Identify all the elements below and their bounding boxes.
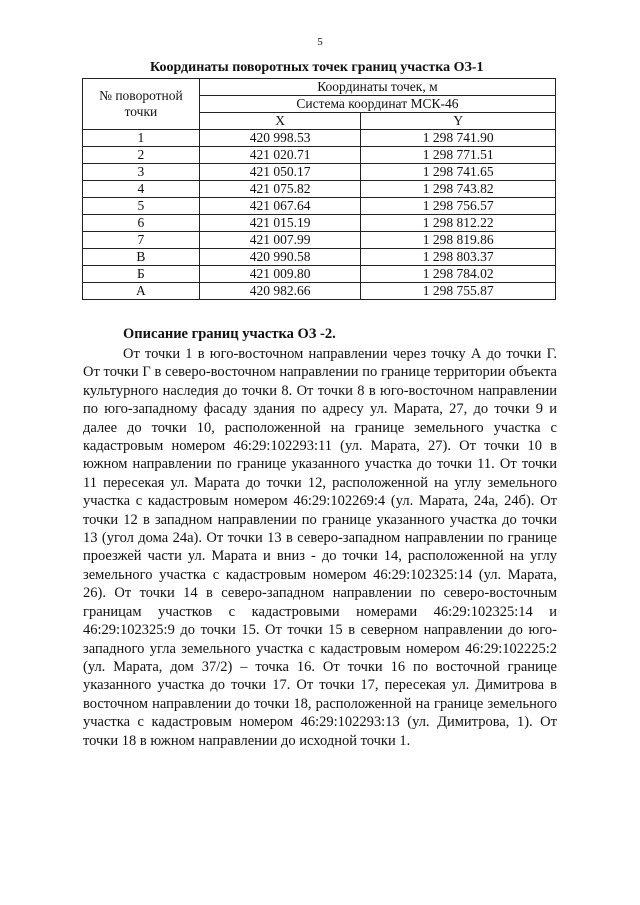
cell-x: 421 050.17: [199, 164, 361, 181]
header-point-line2: точки: [124, 104, 158, 119]
cell-x: 421 067.64: [199, 198, 361, 215]
cell-point: В: [83, 249, 200, 266]
coordinates-table: [82, 78, 556, 300]
cell-y: 1 298 755.87: [361, 283, 556, 300]
cell-x: 421 015.19: [199, 215, 361, 232]
table-row: [83, 215, 556, 232]
description-title: Описание границ участка ОЗ -2.: [123, 326, 336, 342]
table-row: [83, 164, 556, 181]
cell-point: 5: [83, 198, 200, 215]
cell-x: 421 007.99: [199, 232, 361, 249]
cell-point: 6: [83, 215, 200, 232]
cell-y: 1 298 771.51: [361, 147, 556, 164]
cell-y: 1 298 756.57: [361, 198, 556, 215]
cell-y: 1 298 741.90: [361, 130, 556, 147]
cell-point: 3: [83, 164, 200, 181]
cell-point: 4: [83, 181, 200, 198]
cell-y: 1 298 741.65: [361, 164, 556, 181]
header-y: Y: [361, 113, 556, 130]
cell-point: 2: [83, 147, 200, 164]
cell-y: 1 298 819.86: [361, 232, 556, 249]
cell-point: 7: [83, 232, 200, 249]
cell-y: 1 298 743.82: [361, 181, 556, 198]
table-title: Координаты поворотных точек границ участка ОЗ-1: [150, 60, 484, 75]
header-coords-system: Система координат МСК-46: [199, 96, 555, 113]
table-row: [83, 266, 556, 283]
header-point-number: [83, 79, 200, 130]
table-row: [83, 181, 556, 198]
cell-y: 1 298 784.02: [361, 266, 556, 283]
cell-x: 420 998.53: [199, 130, 361, 147]
table-row: [83, 198, 556, 215]
cell-x: 421 020.71: [199, 147, 361, 164]
table-row: [83, 147, 556, 164]
header-point-line1: № поворотной: [99, 88, 183, 103]
cell-point: Б: [83, 266, 200, 283]
header-coords-title: Координаты точек, м: [199, 79, 555, 96]
cell-x: 420 990.58: [199, 249, 361, 266]
table-row: [83, 249, 556, 266]
table-row: [83, 232, 556, 249]
table-row: [83, 130, 556, 147]
cell-x: 420 982.66: [199, 283, 361, 300]
cell-y: 1 298 803.37: [361, 249, 556, 266]
cell-point: 1: [83, 130, 200, 147]
cell-x: 421 009.80: [199, 266, 361, 283]
page-number: 5: [317, 36, 323, 48]
description-text: От точки 1 в юго-восточном направлении через точку А до точки Г. От точки Г в северо-восточном направлении по границе территории объекта культурного наследия до точки 8. От точки 8 в юго-восточном направлении по юго-западному фасаду здания по адресу ул. Марата, 27, до точки 9 и далее до точки 10, расположенной на границе земельного участка с кадастровым номером 46:29:102293:11 (ул. Марата, 27). От точки 10 в южном направлении по границе указанного участка до точки 11. От точки 11 пересекая ул. Марата до точки 12, расположенной на углу земельного участка с кадастровым номером 46:29:102269:4 (ул. Марата, 24а, 24б). От точки 12 в западном направлении по границе указанного участка до точки 13 (угол дома 24а). От точки 13 в северо-западном направлении по границе проезжей части ул. Марата и вниз - до точки 14, расположенной на углу земельного участка с кадастровым номером 46:29:102325:14 (ул. Марата, 26). От точки 14 в северо-западном направлении по северо-восточным границам участков с кадастровыми номерами 46:29:102325:14 и 46:29:102325:9 до точки 15. От точки 15 в северном направлении до юго-западного угла земельного участка с кадастровым номером 46:29:102225:2 (ул. Марата, дом 37/2) – точка 16. От точки 16 по восточной границе указанного участка до точки 17. От точки 17, пересекая ул. Димитрова в восточном направлении до точки 18, расположенной на границе земельного участка с кадастровым номером 46:29:102293:13 (ул. Димитрова, 1). От точки 18 в южном направлении до исходной точки 1.: [83, 346, 557, 749]
cell-x: 421 075.82: [199, 181, 361, 198]
cell-y: 1 298 812.22: [361, 215, 556, 232]
cell-point: А: [83, 283, 200, 300]
table-row: [83, 283, 556, 300]
header-x: X: [199, 113, 361, 130]
